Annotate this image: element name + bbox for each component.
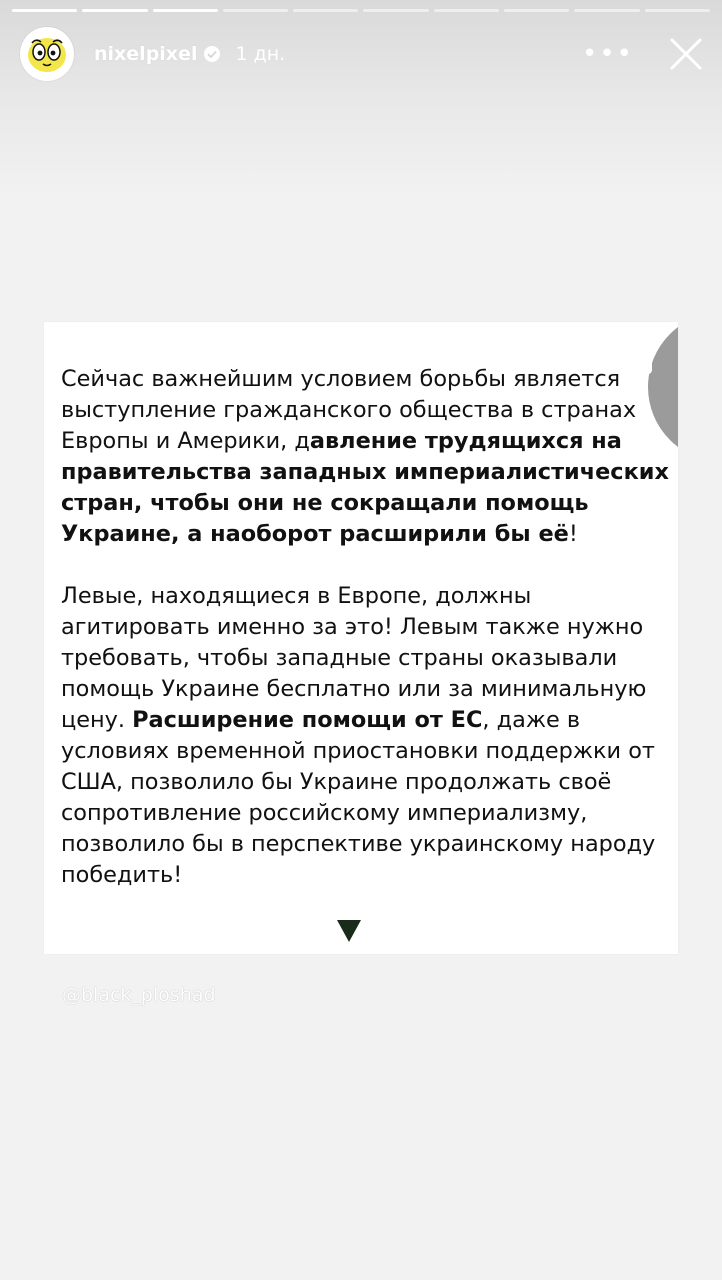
post-text xyxy=(61,364,673,891)
paragraph-1 xyxy=(61,364,673,550)
bold-text-run: Расширение помощи от ЕС xyxy=(132,707,483,733)
shared-post-card[interactable] xyxy=(44,322,678,954)
progress-segment xyxy=(223,9,288,12)
post-time: 1 дн. xyxy=(235,43,286,65)
progress-segment xyxy=(363,9,428,12)
username[interactable]: nixelpixel xyxy=(94,43,198,65)
down-arrow-icon xyxy=(337,920,361,942)
avatar[interactable] xyxy=(20,27,74,81)
progress-segment xyxy=(434,9,499,12)
more-options-icon[interactable]: ••• xyxy=(581,39,634,69)
paragraph-2 xyxy=(61,581,673,891)
progress-segment xyxy=(82,9,147,12)
text-run: , даже в условиях временной приостановки поддержки от США, позволило бы Украине продолжать своё сопротивление российскому империализму, позволило бы в перспективе украинскому народу победить! xyxy=(61,707,656,888)
story-progress-bar xyxy=(12,9,710,12)
progress-segment xyxy=(504,9,569,12)
text-run: ! xyxy=(568,521,578,547)
close-icon[interactable] xyxy=(668,36,704,72)
progress-segment xyxy=(12,9,77,12)
text-run: Сейчас важнейшим условием борьбы является выступление гражданского общества в странах Европы и Америки, д xyxy=(61,366,637,454)
watermark: @black_ploshad xyxy=(62,984,216,1006)
verified-badge-icon xyxy=(203,45,221,63)
cartoon-face-avatar-icon xyxy=(24,31,70,77)
progress-segment xyxy=(293,9,358,12)
progress-segment xyxy=(153,9,218,12)
story-header xyxy=(20,24,710,84)
progress-segment xyxy=(645,9,710,12)
bold-text-run: авление трудящихся на правительства западных империалистических стран, чтобы они не сокращали помощь Украине, а наоборот расширили бы её xyxy=(61,428,669,547)
text-run: Левые, находящиеся в Европе, должны агитировать именно за это! Левым также нужно требовать, чтобы западные страны оказывали помощь Украине бесплатно или за минимальную цену. xyxy=(61,583,647,733)
progress-segment xyxy=(574,9,639,12)
